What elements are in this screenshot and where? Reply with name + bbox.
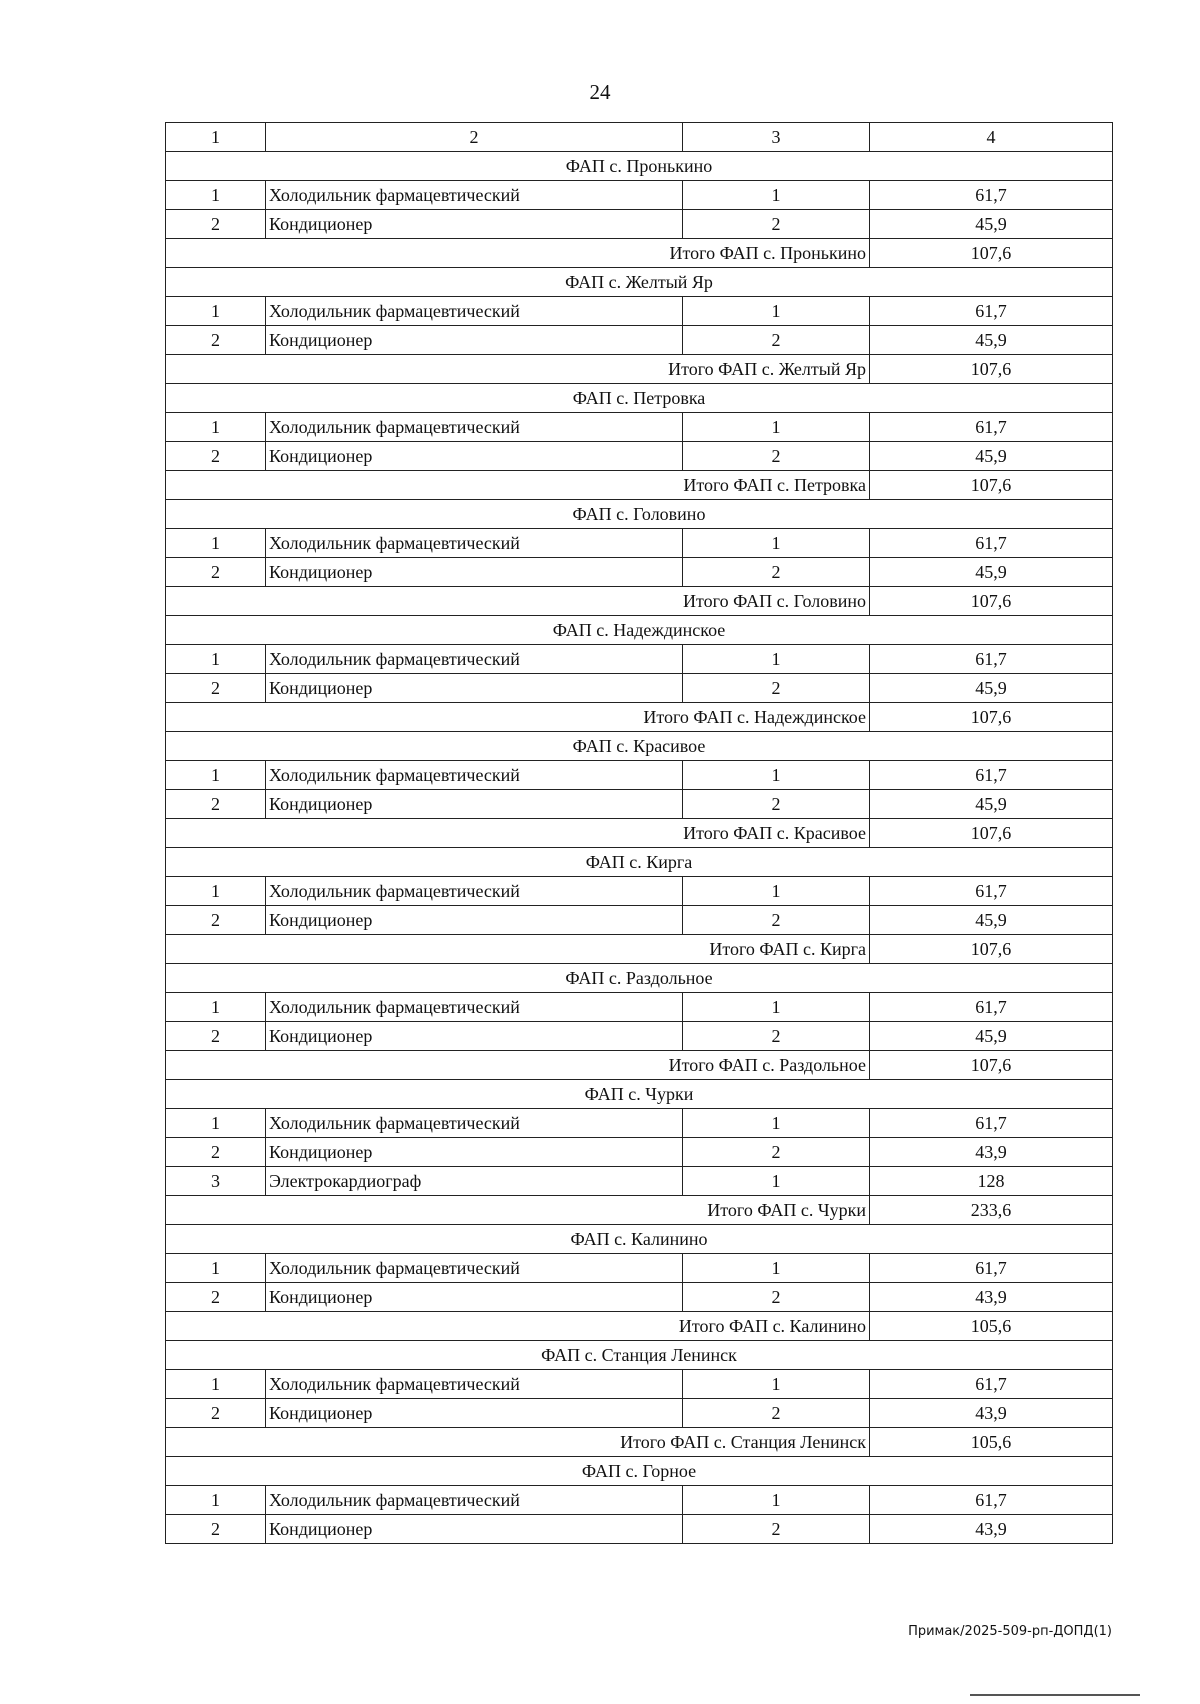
item-cost-cell: 61,7 (870, 1486, 1113, 1515)
item-number-cell: 2 (166, 1022, 266, 1051)
table-row (166, 326, 1113, 355)
item-number-cell: 1 (166, 645, 266, 674)
item-number-cell: 2 (166, 1515, 266, 1544)
item-cost-cell: 45,9 (870, 442, 1113, 471)
table-row (166, 529, 1113, 558)
item-number-cell: 2 (166, 1138, 266, 1167)
section-total-label: Итого ФАП с. Пронькино (166, 239, 870, 268)
item-name-cell: Холодильник фармацевтический (266, 645, 683, 674)
item-cost-cell: 43,9 (870, 1399, 1113, 1428)
section-total-row (166, 703, 1113, 732)
section-title: ФАП с. Кирга (166, 848, 1113, 877)
section-title: ФАП с. Чурки (166, 1080, 1113, 1109)
table-row (166, 761, 1113, 790)
item-name-cell: Кондиционер (266, 674, 683, 703)
item-cost-cell: 45,9 (870, 1022, 1113, 1051)
item-number-cell: 1 (166, 529, 266, 558)
header-cell: 3 (683, 123, 870, 152)
section-total-value: 105,6 (870, 1312, 1113, 1341)
item-quantity-cell: 2 (683, 906, 870, 935)
section-title: ФАП с. Раздольное (166, 964, 1113, 993)
item-quantity-cell: 1 (683, 993, 870, 1022)
section-title-row (166, 500, 1113, 529)
table-row (166, 181, 1113, 210)
table-row (166, 790, 1113, 819)
item-name-cell: Кондиционер (266, 790, 683, 819)
section-total-label: Итого ФАП с. Кирга (166, 935, 870, 964)
section-title: ФАП с. Станция Ленинск (166, 1341, 1113, 1370)
table-header-row (166, 123, 1113, 152)
section-title: ФАП с. Надеждинское (166, 616, 1113, 645)
table-row (166, 1167, 1113, 1196)
item-cost-cell: 45,9 (870, 790, 1113, 819)
section-total-row (166, 239, 1113, 268)
item-name-cell: Кондиционер (266, 1399, 683, 1428)
section-total-label: Итого ФАП с. Раздольное (166, 1051, 870, 1080)
item-number-cell: 3 (166, 1167, 266, 1196)
table-row (166, 1283, 1113, 1312)
section-total-label: Итого ФАП с. Петровка (166, 471, 870, 500)
table-row (166, 1515, 1113, 1544)
item-cost-cell: 61,7 (870, 993, 1113, 1022)
item-name-cell: Холодильник фармацевтический (266, 529, 683, 558)
section-title: ФАП с. Калинино (166, 1225, 1113, 1254)
header-cell: 2 (266, 123, 683, 152)
item-number-cell: 1 (166, 761, 266, 790)
item-number-cell: 2 (166, 1283, 266, 1312)
table-body (166, 123, 1113, 1544)
table-row (166, 993, 1113, 1022)
section-title-row (166, 1080, 1113, 1109)
item-quantity-cell: 1 (683, 1167, 870, 1196)
section-title: ФАП с. Горное (166, 1457, 1113, 1486)
item-name-cell: Кондиционер (266, 210, 683, 239)
section-title-row (166, 848, 1113, 877)
item-quantity-cell: 1 (683, 761, 870, 790)
section-title-row (166, 964, 1113, 993)
item-cost-cell: 61,7 (870, 529, 1113, 558)
section-total-value: 107,6 (870, 703, 1113, 732)
item-number-cell: 1 (166, 297, 266, 326)
item-quantity-cell: 2 (683, 674, 870, 703)
item-cost-cell: 43,9 (870, 1283, 1113, 1312)
item-cost-cell: 61,7 (870, 761, 1113, 790)
item-name-cell: Холодильник фармацевтический (266, 1254, 683, 1283)
item-cost-cell: 61,7 (870, 1370, 1113, 1399)
section-total-row (166, 1196, 1113, 1225)
item-number-cell: 2 (166, 674, 266, 703)
section-total-row (166, 471, 1113, 500)
item-cost-cell: 61,7 (870, 297, 1113, 326)
item-cost-cell: 45,9 (870, 210, 1113, 239)
item-quantity-cell: 1 (683, 413, 870, 442)
section-title: ФАП с. Красивое (166, 732, 1113, 761)
table-row (166, 645, 1113, 674)
section-total-value: 107,6 (870, 355, 1113, 384)
section-total-row (166, 935, 1113, 964)
item-quantity-cell: 2 (683, 790, 870, 819)
item-number-cell: 2 (166, 790, 266, 819)
item-quantity-cell: 2 (683, 326, 870, 355)
section-title-row (166, 152, 1113, 181)
table-row (166, 674, 1113, 703)
section-total-row (166, 587, 1113, 616)
equipment-table (165, 122, 1113, 1544)
item-name-cell: Кондиционер (266, 1283, 683, 1312)
table-row (166, 1254, 1113, 1283)
section-total-label: Итого ФАП с. Головино (166, 587, 870, 616)
item-name-cell: Холодильник фармацевтический (266, 877, 683, 906)
item-quantity-cell: 1 (683, 1254, 870, 1283)
item-number-cell: 1 (166, 993, 266, 1022)
section-total-label: Итого ФАП с. Надеждинское (166, 703, 870, 732)
table-row (166, 413, 1113, 442)
item-cost-cell: 61,7 (870, 877, 1113, 906)
section-total-value: 105,6 (870, 1428, 1113, 1457)
table-row (166, 1486, 1113, 1515)
table-row (166, 906, 1113, 935)
section-total-row (166, 355, 1113, 384)
section-title: ФАП с. Пронькино (166, 152, 1113, 181)
section-title-row (166, 268, 1113, 297)
item-quantity-cell: 2 (683, 1022, 870, 1051)
item-name-cell: Кондиционер (266, 326, 683, 355)
item-cost-cell: 61,7 (870, 181, 1113, 210)
item-number-cell: 1 (166, 1486, 266, 1515)
item-cost-cell: 61,7 (870, 1254, 1113, 1283)
item-name-cell: Кондиционер (266, 906, 683, 935)
item-name-cell: Кондиционер (266, 558, 683, 587)
table-row (166, 558, 1113, 587)
document-code: Примак/2025-509-рп-ДОПД(1) (908, 1624, 1112, 1639)
section-total-value: 107,6 (870, 471, 1113, 500)
item-quantity-cell: 1 (683, 645, 870, 674)
section-title: ФАП с. Желтый Яр (166, 268, 1113, 297)
header-cell: 4 (870, 123, 1113, 152)
item-name-cell: Холодильник фармацевтический (266, 1486, 683, 1515)
table-row (166, 210, 1113, 239)
section-total-value: 233,6 (870, 1196, 1113, 1225)
item-quantity-cell: 1 (683, 1486, 870, 1515)
item-cost-cell: 45,9 (870, 558, 1113, 587)
item-cost-cell: 61,7 (870, 645, 1113, 674)
section-title-row (166, 1341, 1113, 1370)
item-cost-cell: 128 (870, 1167, 1113, 1196)
item-name-cell: Кондиционер (266, 1022, 683, 1051)
item-number-cell: 2 (166, 558, 266, 587)
table-row (166, 1399, 1113, 1428)
table-row (166, 442, 1113, 471)
item-name-cell: Холодильник фармацевтический (266, 993, 683, 1022)
item-number-cell: 2 (166, 442, 266, 471)
section-title-row (166, 616, 1113, 645)
section-total-row (166, 1428, 1113, 1457)
page-number: 24 (589, 80, 611, 104)
item-quantity-cell: 1 (683, 297, 870, 326)
item-number-cell: 2 (166, 906, 266, 935)
section-total-label: Итого ФАП с. Красивое (166, 819, 870, 848)
item-quantity-cell: 1 (683, 181, 870, 210)
section-title: ФАП с. Головино (166, 500, 1113, 529)
section-total-row (166, 1051, 1113, 1080)
item-cost-cell: 43,9 (870, 1138, 1113, 1167)
item-quantity-cell: 1 (683, 529, 870, 558)
section-total-value: 107,6 (870, 1051, 1113, 1080)
header-cell: 1 (166, 123, 266, 152)
item-quantity-cell: 2 (683, 1283, 870, 1312)
item-number-cell: 1 (166, 413, 266, 442)
item-quantity-cell: 2 (683, 210, 870, 239)
section-title-row (166, 1225, 1113, 1254)
item-name-cell: Холодильник фармацевтический (266, 413, 683, 442)
section-total-value: 107,6 (870, 935, 1113, 964)
table-row (166, 297, 1113, 326)
item-number-cell: 2 (166, 210, 266, 239)
item-quantity-cell: 2 (683, 442, 870, 471)
table-row (166, 1022, 1113, 1051)
item-quantity-cell: 1 (683, 877, 870, 906)
section-total-label: Итого ФАП с. Желтый Яр (166, 355, 870, 384)
section-title-row (166, 1457, 1113, 1486)
item-cost-cell: 45,9 (870, 326, 1113, 355)
scan-artifact-line (970, 1694, 1140, 1696)
section-total-label: Итого ФАП с. Калинино (166, 1312, 870, 1341)
section-title: ФАП с. Петровка (166, 384, 1113, 413)
section-total-value: 107,6 (870, 819, 1113, 848)
item-cost-cell: 45,9 (870, 906, 1113, 935)
item-cost-cell: 43,9 (870, 1515, 1113, 1544)
item-number-cell: 2 (166, 1399, 266, 1428)
section-title-row (166, 732, 1113, 761)
item-name-cell: Электрокардиограф (266, 1167, 683, 1196)
item-quantity-cell: 2 (683, 1138, 870, 1167)
item-name-cell: Кондиционер (266, 442, 683, 471)
item-cost-cell: 61,7 (870, 1109, 1113, 1138)
item-quantity-cell: 2 (683, 558, 870, 587)
table-row (166, 1109, 1113, 1138)
item-cost-cell: 45,9 (870, 674, 1113, 703)
table-row (166, 1138, 1113, 1167)
section-total-label: Итого ФАП с. Чурки (166, 1196, 870, 1225)
table-row (166, 877, 1113, 906)
item-number-cell: 1 (166, 181, 266, 210)
section-total-row (166, 819, 1113, 848)
section-total-value: 107,6 (870, 587, 1113, 616)
item-quantity-cell: 2 (683, 1515, 870, 1544)
item-name-cell: Холодильник фармацевтический (266, 761, 683, 790)
section-title-row (166, 384, 1113, 413)
item-quantity-cell: 1 (683, 1370, 870, 1399)
item-number-cell: 1 (166, 1370, 266, 1399)
section-total-row (166, 1312, 1113, 1341)
section-total-label: Итого ФАП с. Станция Ленинск (166, 1428, 870, 1457)
item-name-cell: Холодильник фармацевтический (266, 1109, 683, 1138)
table-row (166, 1370, 1113, 1399)
item-cost-cell: 61,7 (870, 413, 1113, 442)
section-total-value: 107,6 (870, 239, 1113, 268)
item-quantity-cell: 1 (683, 1109, 870, 1138)
item-name-cell: Холодильник фармацевтический (266, 1370, 683, 1399)
item-number-cell: 1 (166, 877, 266, 906)
item-quantity-cell: 2 (683, 1399, 870, 1428)
item-name-cell: Кондиционер (266, 1515, 683, 1544)
item-name-cell: Кондиционер (266, 1138, 683, 1167)
item-name-cell: Холодильник фармацевтический (266, 181, 683, 210)
item-number-cell: 1 (166, 1109, 266, 1138)
item-number-cell: 1 (166, 1254, 266, 1283)
item-name-cell: Холодильник фармацевтический (266, 297, 683, 326)
item-number-cell: 2 (166, 326, 266, 355)
